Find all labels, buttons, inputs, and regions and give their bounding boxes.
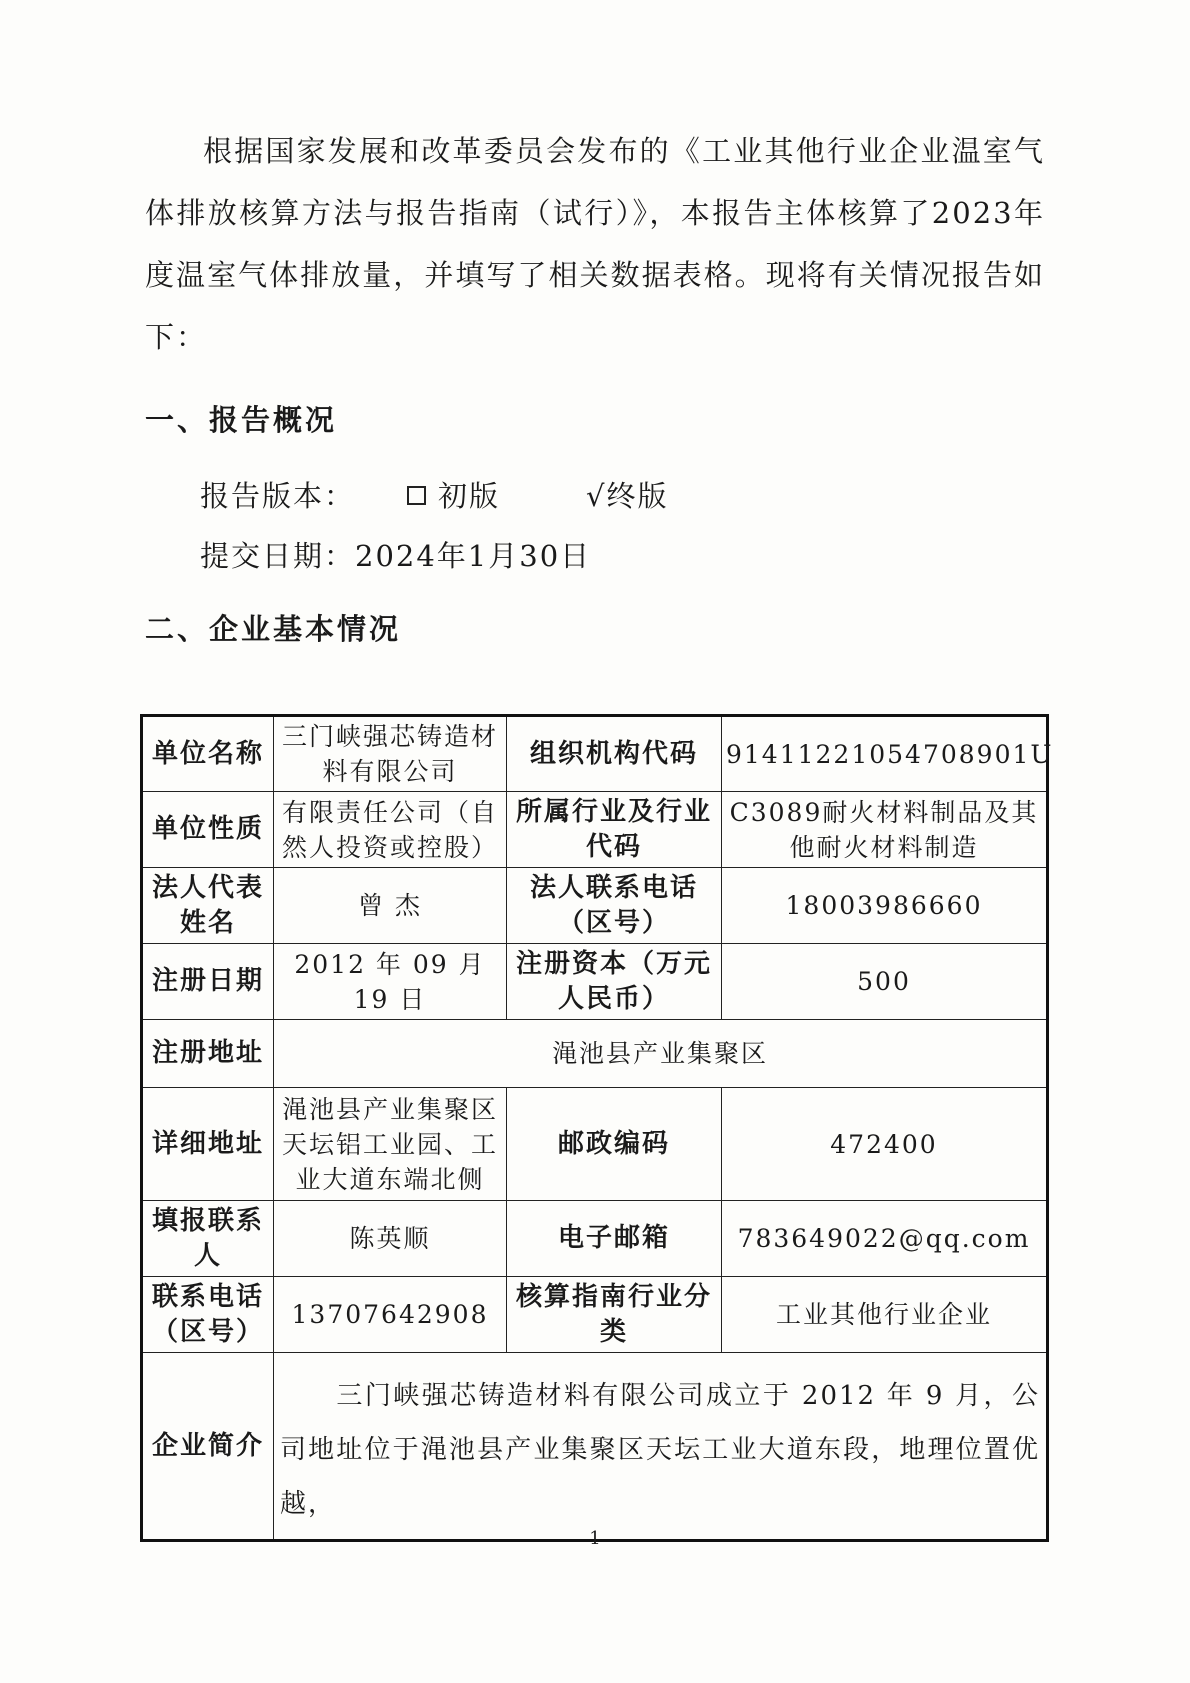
- company-info-table: [140, 714, 1054, 1542]
- table-row: [142, 716, 1048, 792]
- table-row: [142, 868, 1048, 944]
- option-initial: 初版: [438, 479, 501, 513]
- value-cell: 曾 杰: [274, 868, 507, 944]
- page-number: 1: [589, 1528, 601, 1549]
- value-cell: 472400: [722, 1088, 1048, 1201]
- table-row: [142, 1020, 1048, 1088]
- label-cell: 邮政编码: [507, 1088, 722, 1201]
- label-cell: 联系电话（区号）: [142, 1277, 274, 1353]
- label-cell: 组织机构代码: [507, 716, 722, 792]
- label-cell: 注册资本（万元人民币）: [507, 944, 722, 1020]
- table-row: [142, 1277, 1048, 1353]
- label-cell: 电子邮箱: [507, 1201, 722, 1277]
- value-cell: 13707642908: [274, 1277, 507, 1353]
- label-cell: 核算指南行业分类: [507, 1277, 722, 1353]
- label-cell: 填报联系人: [142, 1201, 274, 1277]
- label-cell: 企业简介: [142, 1353, 274, 1541]
- table-row: [142, 1088, 1048, 1201]
- label-cell: 注册地址: [142, 1020, 274, 1088]
- value-cell: C3089耐火材料制品及其他耐火材料制造: [722, 792, 1048, 868]
- submit-date: 提交日期：2024年1月30日: [200, 539, 592, 573]
- value-cell: 工业其他行业企业: [722, 1277, 1048, 1353]
- value-cell: 783649022@qq.com: [722, 1201, 1048, 1277]
- checkbox-icon: [407, 486, 426, 505]
- label-cell: 注册日期: [142, 944, 274, 1020]
- label-cell: 法人代表姓名: [142, 868, 274, 944]
- table-row: [142, 1353, 1048, 1541]
- intro-paragraph: 根据国家发展和改革委员会发布的《工业其他行业企业温室气体排放核算方法与报告指南（试行）》，本报告主体核算了2023年度温室气体排放量，并填写了相关数据表格。现将有关情况报告如下：: [145, 134, 1045, 354]
- value-cell: 三门峡强芯铸造材料有限公司: [274, 716, 507, 792]
- label-cell: 单位名称: [142, 716, 274, 792]
- value-cell: 渑池县产业集聚区: [274, 1020, 1048, 1088]
- section1-heading: 一、报告概况: [145, 403, 338, 437]
- company-intro-text: 三门峡强芯铸造材料有限公司成立于 2012 年 9 月，公司地址位于渑池县产业集聚区天坛工业大道东段，地理位置优越，: [280, 1381, 1040, 1519]
- table-row: [142, 944, 1048, 1020]
- version-label: 报告版本：: [200, 479, 356, 513]
- company-intro-cell: [274, 1353, 1048, 1541]
- value-cell: 2012 年 09 月 19 日: [274, 944, 507, 1020]
- value-cell: 18003986660: [722, 868, 1048, 944]
- table-row: [142, 792, 1048, 868]
- label-cell: 详细地址: [142, 1088, 274, 1201]
- option-final: √终版: [586, 479, 669, 513]
- label-cell: 法人联系电话（区号）: [507, 868, 722, 944]
- value-cell: 渑池县产业集聚区天坛铝工业园、工业大道东端北侧: [274, 1088, 507, 1201]
- value-cell: 有限责任公司（自然人投资或控股）: [274, 792, 507, 868]
- section2-heading: 二、企业基本情况: [145, 612, 402, 646]
- report-version-line: [200, 474, 669, 515]
- value-cell: 500: [722, 944, 1048, 1020]
- label-cell: 单位性质: [142, 792, 274, 868]
- value-cell: 陈英顺: [274, 1201, 507, 1277]
- value-cell: 91411221054708901U: [722, 716, 1048, 792]
- table-row: [142, 1201, 1048, 1277]
- label-cell: 所属行业及行业代码: [507, 792, 722, 868]
